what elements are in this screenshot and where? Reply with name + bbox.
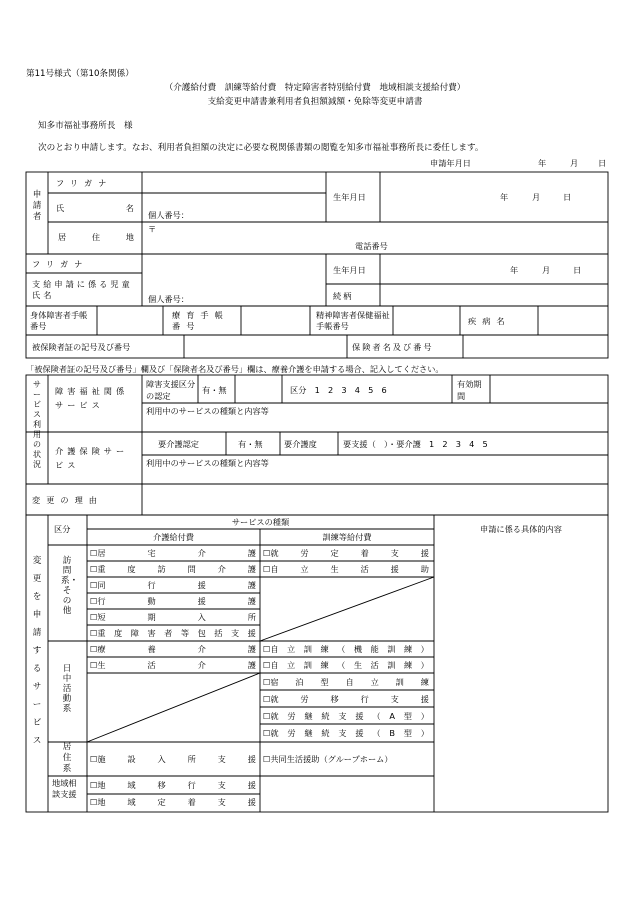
apply-date-label: 申請年月日	[430, 158, 471, 168]
child-birth-year: 年	[510, 265, 519, 275]
ryoiku-handbook-label: 療育手帳番号	[172, 310, 229, 331]
welfare-in-use-label: 利用中のサービスの種類と内容等	[146, 406, 269, 416]
change-reason-label: 変更の理由	[32, 495, 103, 505]
group-chiiki-label: 地域相談支援	[52, 778, 77, 799]
applicant-mynumber-label: 個人番号：	[148, 210, 189, 220]
title-benefit-types: （介護給付費 訓練等給付費 特定障害者特別給付費 地域相談支援給付費）	[164, 83, 466, 93]
checkbox-icon[interactable]: ☐	[263, 754, 271, 764]
service-checkbox-item[interactable]	[90, 612, 258, 622]
service-label: 就 労 定 着 支 援	[270, 548, 429, 558]
service-label: 自 立 生 活 援 助	[270, 564, 429, 574]
service-checkbox-item[interactable]	[263, 564, 431, 574]
service-checkbox-item[interactable]	[90, 596, 258, 606]
care-level-label: 要介護度	[284, 439, 317, 449]
service-checkbox-item[interactable]	[263, 660, 431, 670]
checkbox-icon[interactable]: ☐	[90, 628, 98, 638]
relation-label: 続柄	[333, 291, 354, 301]
mental-handbook-label: 精神障害者保健福祉手帳番号	[316, 310, 390, 331]
applicant-birth-label: 生年月日	[333, 192, 366, 202]
apply-day: 日	[598, 158, 607, 168]
service-checkbox-item[interactable]	[90, 644, 258, 654]
checkbox-icon[interactable]: ☐	[90, 797, 98, 807]
support-cert-yes-no: 有・無	[202, 385, 227, 395]
service-checkbox-item[interactable]	[263, 694, 431, 704]
service-checkbox-item[interactable]	[263, 548, 431, 558]
checkbox-icon[interactable]: ☐	[263, 644, 271, 654]
checkbox-icon[interactable]: ☐	[90, 548, 98, 558]
service-label: 施 設 入 所 支 援	[97, 754, 256, 764]
service-checkbox-item[interactable]	[90, 660, 258, 670]
care-cert-yes-no: 有・無	[238, 439, 263, 449]
service-checkbox-item[interactable]	[263, 754, 393, 764]
physical-handbook-label: 身体障害者手帳番号	[30, 310, 88, 331]
insured-number-label: 被保険者証の記号及び番号	[32, 342, 131, 352]
applicant-birth-year: 年	[500, 192, 509, 202]
checkbox-icon[interactable]: ☐	[263, 660, 271, 670]
checkbox-icon[interactable]: ☐	[90, 580, 98, 590]
checkbox-icon[interactable]: ☐	[90, 612, 98, 622]
service-label: 地 域 定 着 支 援	[97, 797, 256, 807]
service-label: 就 労 継 続 支 援 （ A 型 ）	[270, 711, 429, 721]
applicant-birth-day: 日	[563, 192, 572, 202]
child-birth-month: 月	[542, 265, 551, 275]
checkbox-icon[interactable]: ☐	[90, 644, 98, 654]
checkbox-icon[interactable]: ☐	[90, 564, 98, 574]
page-title: 支給変更申請書兼利用者負担額減額・免除等変更申請書	[207, 97, 423, 107]
apply-month: 月	[570, 158, 579, 168]
applicant-birth-month: 月	[532, 192, 541, 202]
disease-label: 疾病名	[468, 316, 511, 326]
service-checkbox-item[interactable]	[90, 564, 258, 574]
apply-year: 年	[538, 158, 547, 168]
kunren-header: 訓練等給付費	[322, 532, 372, 542]
checkbox-icon[interactable]: ☐	[90, 754, 98, 764]
group-nicchu-label: 日中活動系	[62, 664, 72, 714]
checkbox-icon[interactable]: ☐	[90, 660, 98, 670]
welfare-service-label: 障害福祉関係サービス	[55, 386, 129, 410]
detail-header: 申請に係る具体的内容	[480, 524, 562, 534]
service-label: 短 期 入 所	[97, 612, 256, 622]
service-checkbox-item[interactable]	[90, 780, 258, 790]
kubun-label: 区分	[54, 524, 71, 534]
kaigo-header: 介護給付費	[153, 532, 194, 542]
service-label: 共同生活援助（グループホーム）	[270, 754, 393, 764]
change-section-label: 変更を申請するサービス	[32, 556, 42, 746]
checkbox-icon[interactable]: ☐	[90, 780, 98, 790]
service-checkbox-item[interactable]	[90, 754, 258, 764]
checkbox-icon[interactable]: ☐	[263, 677, 271, 687]
service-status-section-label: サービス利用の状況	[33, 380, 41, 469]
child-birth-label: 生年月日	[333, 265, 366, 275]
addressee: 知多市福祉事務所長 様	[38, 121, 133, 131]
child-birth-day: 日	[573, 265, 582, 275]
service-label: 居 宅 介 護	[97, 548, 256, 558]
service-checkbox-item[interactable]	[90, 628, 258, 638]
service-label: 自 立 訓 練 （ 機 能 訓 練 ）	[270, 644, 429, 654]
checkbox-icon[interactable]: ☐	[263, 711, 271, 721]
service-checkbox-item[interactable]	[90, 548, 258, 558]
checkbox-icon[interactable]: ☐	[263, 548, 271, 558]
service-label: 宿 泊 型 自 立 訓 練	[270, 677, 429, 687]
postal-mark: 〒	[148, 224, 157, 234]
service-label: 地 域 移 行 支 援	[97, 780, 256, 790]
note-text: 「被保険者証の記号及び番号」欄及び「保険者名及び番号」欄は、療養介護を申請する場合、記入してください。	[26, 364, 444, 374]
service-label: 同 行 援 護	[97, 580, 256, 590]
service-checkbox-item[interactable]	[263, 728, 431, 738]
care-level-value: 要支援（ ）・要介護 1 2 3 4 5	[343, 439, 488, 449]
intro-text: 次のとおり申請します。なお、利用者負担額の決定に必要な税関係書類の閲覧を知多市福祉事務所長に委任します。	[38, 143, 484, 153]
service-checkbox-item[interactable]	[90, 580, 258, 590]
service-label: 就 労 継 続 支 援 （ B 型 ）	[270, 728, 429, 738]
service-label: 療 養 介 護	[97, 644, 256, 654]
support-cert-label: 障害支援区分の認定	[146, 379, 196, 401]
service-checkbox-item[interactable]	[263, 711, 431, 721]
checkbox-icon[interactable]: ☐	[90, 596, 98, 606]
phone-label: 電話番号	[355, 241, 388, 251]
service-label: 就 労 移 行 支 援	[270, 694, 429, 704]
service-label: 重 度 訪 問 介 護	[97, 564, 256, 574]
applicant-furigana-label: フリガナ	[56, 178, 113, 188]
form-number: 第11号様式（第10条関係）	[26, 69, 134, 79]
checkbox-icon[interactable]: ☐	[263, 728, 271, 738]
child-name-label: 支給申請に係る児童氏名	[32, 279, 133, 300]
valid-period-label: 有効期間	[457, 379, 482, 401]
applicant-name-label: 氏 名	[56, 203, 134, 213]
applicant-address-label: 居 住 地	[58, 232, 134, 242]
service-checkbox-item[interactable]	[263, 677, 431, 687]
insurer-label: 保険者名及び番号	[352, 342, 434, 352]
checkbox-icon[interactable]: ☐	[263, 694, 271, 704]
group-houmon-label: 訪問系・その他	[61, 556, 79, 616]
group-kyoju-label: 居住系	[62, 742, 72, 774]
checkbox-icon[interactable]: ☐	[263, 564, 271, 574]
service-checkbox-item[interactable]	[263, 644, 431, 654]
care-cert-label: 要介護認定	[158, 439, 199, 449]
service-label: 生 活 介 護	[97, 660, 256, 670]
service-label: 自 立 訓 練 （ 生 活 訓 練 ）	[270, 660, 429, 670]
applicant-section-label: 申請者	[32, 190, 42, 222]
service-types-label: サービスの種類	[231, 517, 290, 527]
service-label: 行 動 援 護	[97, 596, 256, 606]
support-kubun: 区分 1 2 3 4 5 6	[290, 385, 387, 395]
child-furigana-label: フリガナ	[32, 259, 89, 269]
service-label: 重 度 障 害 者 等 包 括 支 援	[97, 628, 256, 638]
service-checkbox-item[interactable]	[90, 797, 258, 807]
child-mynumber-label: 個人番号：	[148, 294, 189, 304]
care-insurance-label: 介護保険サービス	[55, 446, 129, 470]
care-in-use-label: 利用中のサービスの種類と内容等	[146, 458, 269, 468]
